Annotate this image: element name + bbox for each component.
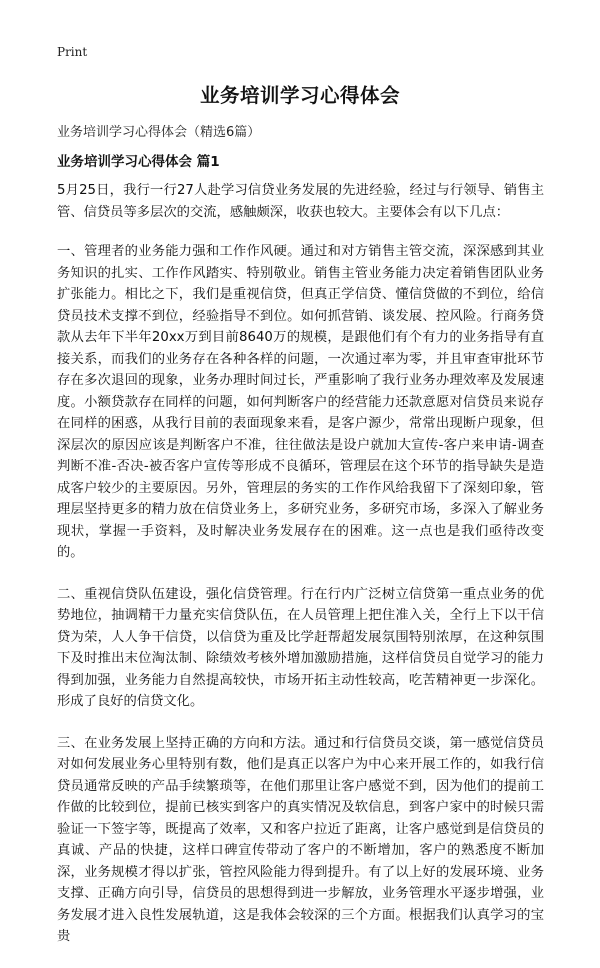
print-link[interactable]: Print — [57, 45, 88, 59]
document-subtitle: 业务培训学习心得体会（精选6篇） — [57, 125, 261, 140]
section-heading: 业务培训学习心得体会 篇1 — [57, 154, 220, 170]
paragraph-intro: 5月25日，我行一行27人赴学习信贷业务发展的先进经验，经过与行领导、销售主管、信贷员等多层次的交流，感触颇深，收获也较大。主要体会有以下几点： — [57, 183, 544, 220]
document-title: 业务培训学习心得体会 — [199, 84, 400, 107]
paragraph-point-1: 一、管理者的业务能力强和工作作风硬。通过和对方销售主管交流，深深感到其业务知识的扎实、工作作风踏实、特别敬业。销售主管业务能力决定着销售团队业务扩张能力。相比之下，我们是重视信贷，但真正学信贷、懂信贷做的不到位，给信贷员技术支撑不到位，经验指导不到位。如何抓营销、谈发展、控风险。行商务贷款从去年下半年20xx万到目前8640万的规模，是跟他们有个有力的业务指导有直接关系，而我们的业务存在各种各样的问题，一次通过率为零，并且审查审批环节存在多次退回的现象，业务办理时间过长，严重影响了我行业务办理效率及发展速度。小额贷款存在同样的问题，如何判断客户的经营能力还款意愿对信贷员来说存在同样的困惑，从我行目前的表面现象来看，是客户源少，常常出现断户现象，但深层次的原因应该是判断客户不准，往往做法是设户就加大宣传-客户来申请-调查判断不准-否决-被否客户宣传等形成不良循环，管理层在这个环节的指导缺失是造成客户较少的主要原因。另外，管理层的务实的工作作风给我留下了深刻印象，管理层坚持更多的精力放在信贷业务上，多研究业务，多研究市场，多深入了解业务现状，掌握一手资料，及时解决业务发展存在的困难。这一点也是我们亟待改变的。 — [57, 244, 544, 560]
paragraph-point-3: 三、在业务发展上坚持正确的方向和方法。通过和行信贷员交谈，第一感觉信贷员对如何发展业务心里特别有数，他们是真正以客户为中心来开展工作的，如我行信贷员通常反映的产品手续繁琐等，在他们那里让客户感觉不到，因为他们的提前工作做的比较到位，提前已核实到客户的真实情况及软信息，到客户家中的时候只需验证一下签字等，既提高了效率，又和客户拉近了距离，让客户感觉到是信贷员的真诚、产品的快捷，这样口碑宣传带动了客户的不断增加，客户的熟悉度不断加深，业务规模才得以扩张，管控风险能力得到提升。有了以上好的发展环境、业务支撑、正确方向引导，信贷员的思想得到进一步解放，业务管理水平逐步增强，业务发展才进入良性发展轨道，这是我体会较深的三个方面。根据我们认真学习的宝贵 — [57, 735, 544, 944]
document-body — [57, 180, 544, 968]
paragraph-point-2: 二、重视信贷队伍建设，强化信贷管理。行在行内广泛树立信贷第一重点业务的优势地位，抽调精干力量充实信贷队伍，在人员管理上把住准入关，全行上下以干信贷为荣，人人争干信贷，以信贷为重及比学赶帮超发展氛围特别浓厚，在这种氛围下及时推出末位淘汰制、除绩效考核外增加激励措施，这样信贷员自觉学习的能力得到加强，业务能力自然提高较快，市场开拓主动性较高，吃苦精神更一步深化。形成了良好的信贷文化。 — [57, 586, 544, 709]
